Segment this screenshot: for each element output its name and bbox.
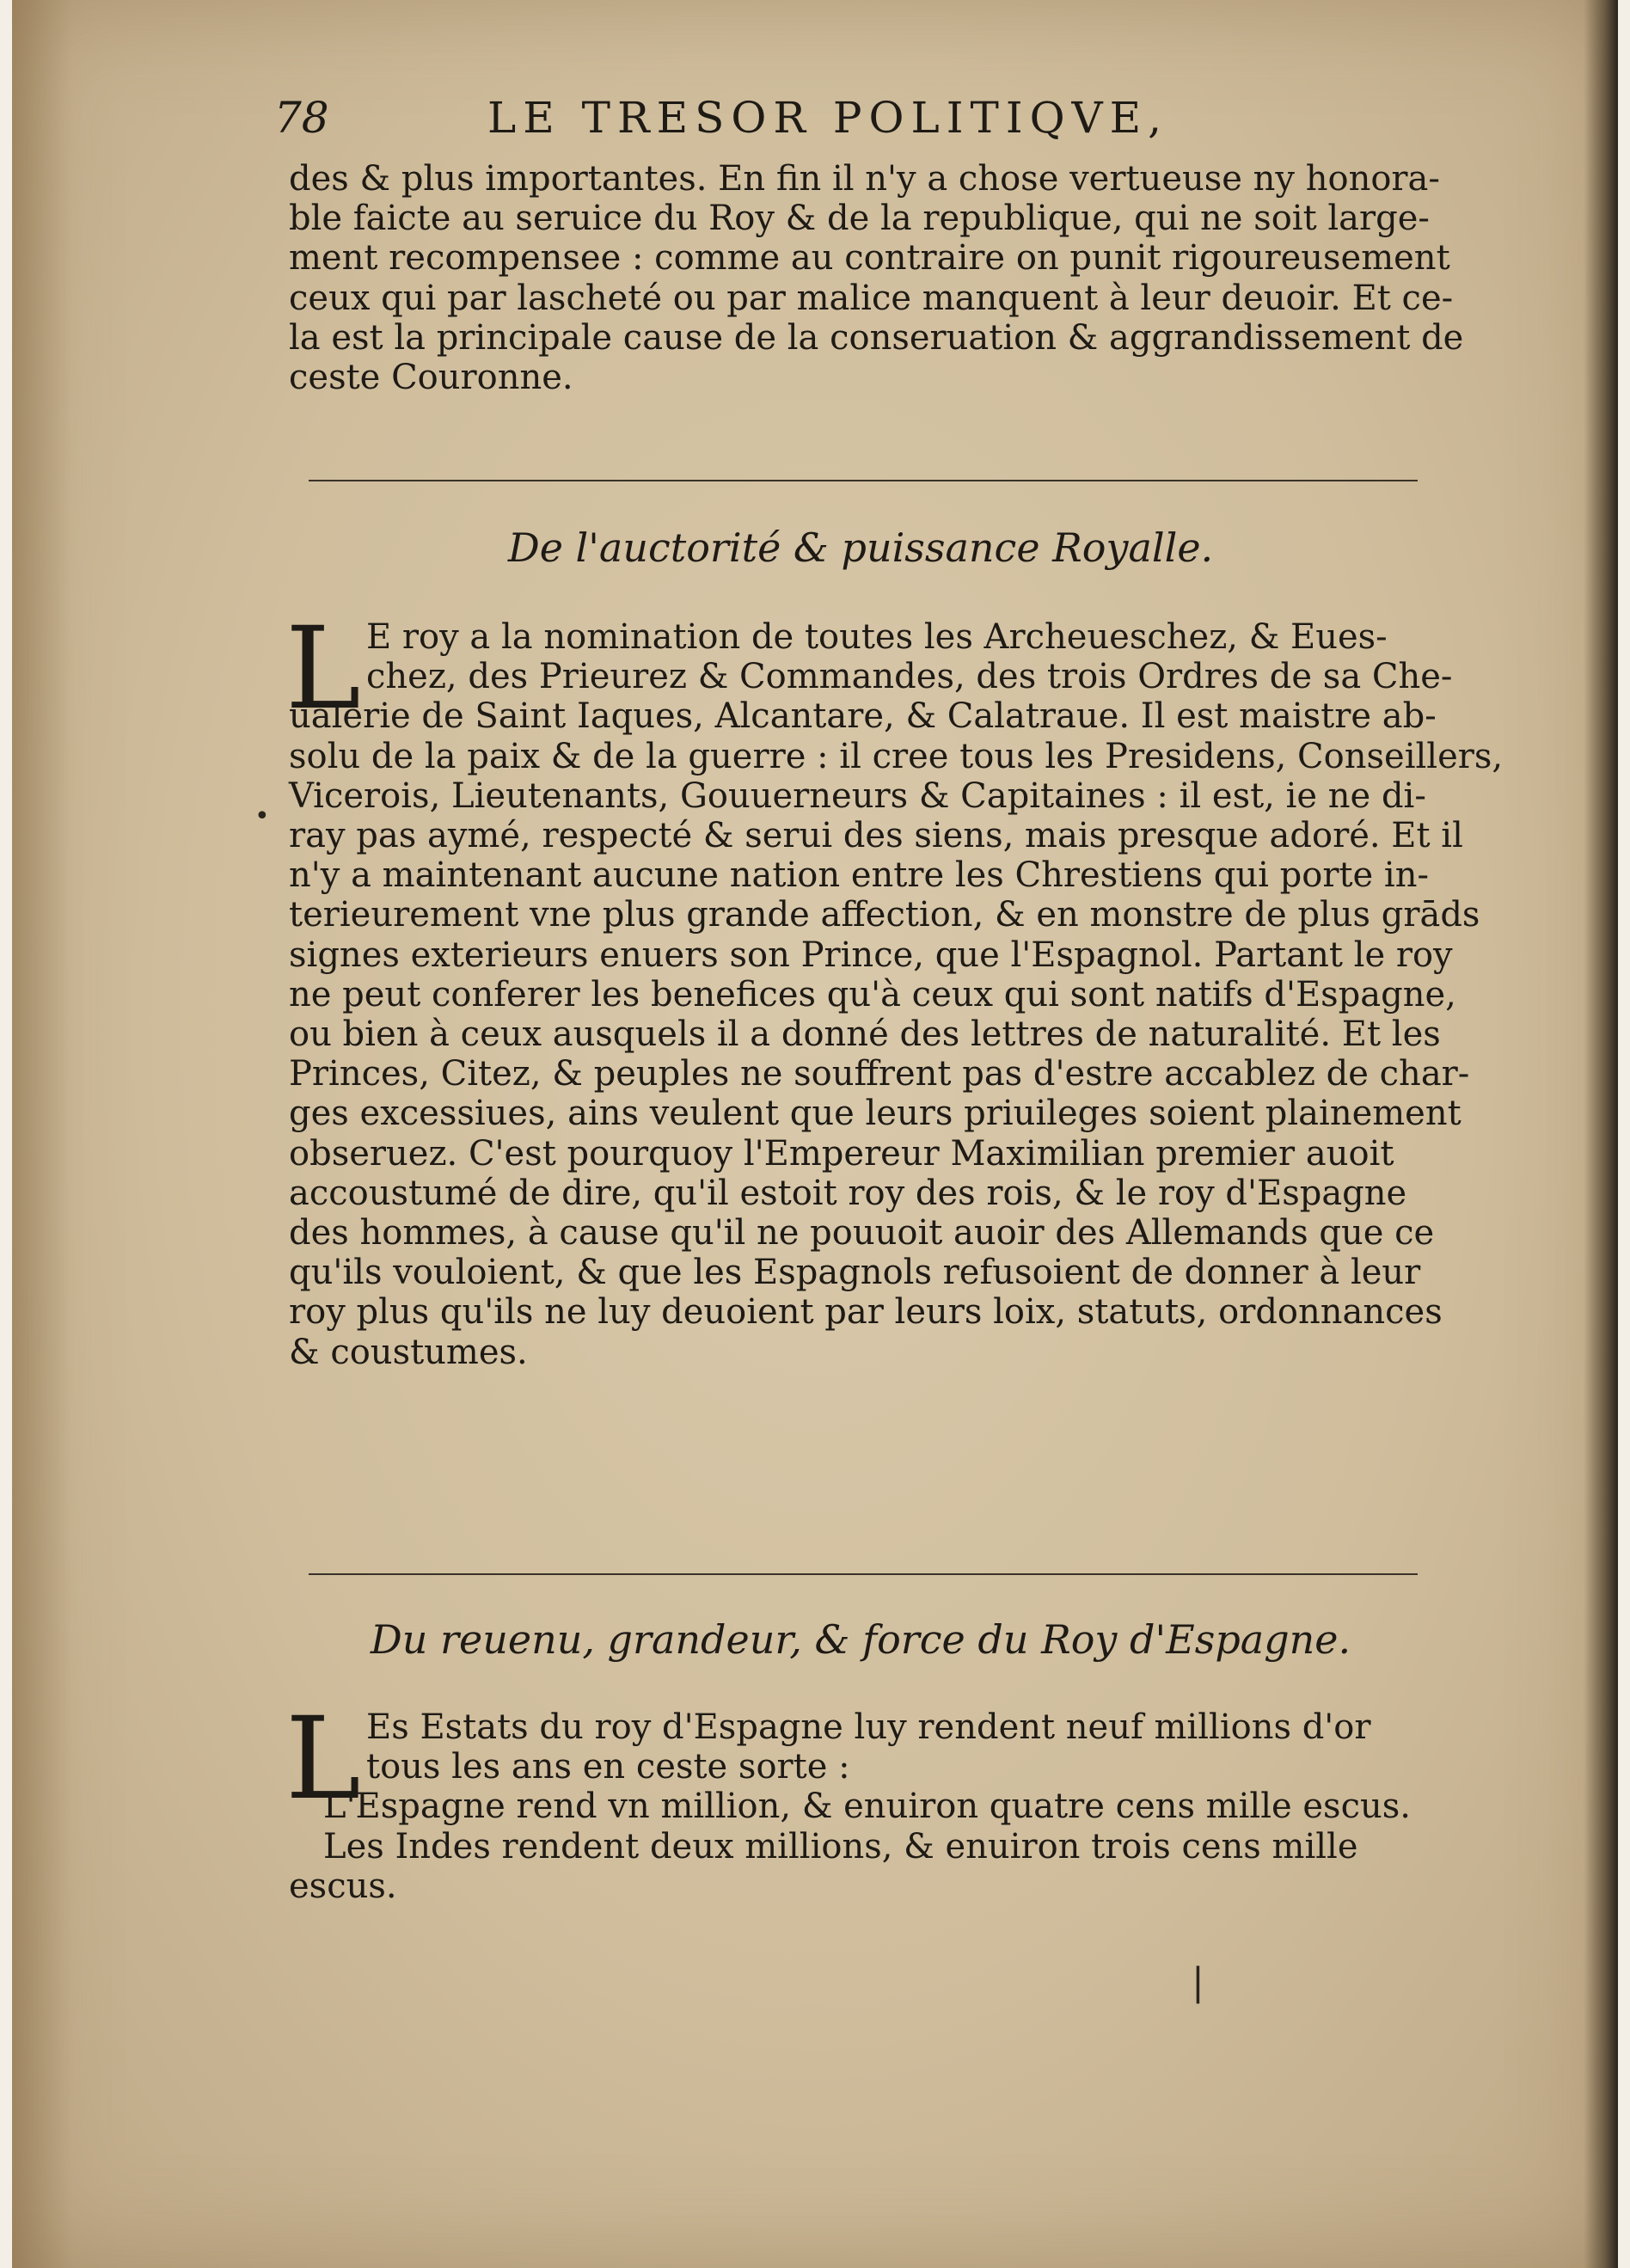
margin-mark: • <box>254 801 270 831</box>
text-line: des hommes, à cause qu'il ne pouuoit auoir des Allemands que ce <box>289 1213 1435 1254</box>
text-line: obseruez. C'est pourquoy l'Empereur Maximilian premier auoit <box>289 1133 1394 1174</box>
text-line: accoustumé de dire, qu'il estoit roy des rois, & le roy d'Espagne <box>289 1173 1407 1213</box>
drop-cap: L <box>285 603 361 735</box>
text-line: ou bien à ceux ausquels il a donné des lettres de naturalité. Et les <box>289 1014 1441 1055</box>
section-title: De l'auctorité & puissance Royalle. <box>507 524 1214 571</box>
page-shadow-left <box>12 0 72 2268</box>
text-line: L'Espagne rend vn million, & enuiron quatre cens mille escus. <box>323 1787 1411 1827</box>
text-line: Les Indes rendent deux millions, & enuiron trois cens mille <box>323 1826 1358 1867</box>
text-line: Es Estats du roy d'Espagne luy rendent neuf millions d'or <box>366 1707 1371 1747</box>
intro-paragraph <box>289 159 1464 398</box>
book-page <box>12 0 1618 2268</box>
text-line: des & plus importantes. En fin il n'y a chose vertueuse ny honora- <box>289 159 1440 199</box>
text-line: escus. <box>289 1866 397 1906</box>
text-line: n'y a maintenant aucune nation entre les Chrestiens qui porte in- <box>289 855 1429 896</box>
text-line: chez, des Prieurez & Commandes, des trois Ordres de sa Che- <box>366 657 1453 697</box>
text-line: ceux qui par lascheté ou par malice manquent à leur deuoir. Et ce- <box>289 278 1454 318</box>
page-number: 78 <box>274 93 329 143</box>
text-line: ble faicte au seruice du Roy & de la republique, qui ne soit large- <box>289 199 1430 239</box>
text-line: tous les ans en ceste sorte : <box>366 1747 850 1787</box>
text-line: Princes, Citez, & peuples ne souffrent pas d'estre accablez de char- <box>289 1054 1470 1094</box>
running-title: LE TRESOR POLITIQVE, <box>487 93 1169 143</box>
text-line: & coustumes. <box>289 1332 528 1372</box>
text-line: ualerie de Saint Iaques, Alcantare, & Calatraue. Il est maistre ab- <box>289 696 1437 737</box>
text-line: ges excessiues, ains veulent que leurs priuileges soient plainement <box>289 1094 1461 1134</box>
text-line: ne peut conferer les benefices qu'à ceux qui sont natifs d'Espagne, <box>289 974 1456 1014</box>
text-line: signes exterieurs enuers son Prince, que l'Espagnol. Partant le roy <box>289 935 1453 975</box>
section-paragraph <box>289 617 1504 1372</box>
section-divider <box>309 1573 1418 1575</box>
text-line: roy plus qu'ils ne luy deuoient par leurs loix, statuts, ordonnances <box>289 1292 1443 1333</box>
text-line: terieurement vne plus grande affection, & en monstre de plus grāds <box>289 895 1480 935</box>
drop-cap: L <box>285 1693 361 1825</box>
text-line: la est la principale cause de la conseruation & aggrandissement de <box>289 317 1464 358</box>
text-line: solu de la paix & de la guerre : il cree tous les Presidens, Conseillers, <box>289 736 1504 776</box>
page-header <box>274 93 1272 153</box>
text-line: ceste Couronne. <box>289 358 573 398</box>
text-line: ray pas aymé, respecté & serui des siens, mais presque adoré. Et il <box>289 816 1463 856</box>
text-line: qu'ils vouloient, & que les Espagnols refusoient de donner à leur <box>289 1253 1421 1293</box>
text-line: E roy a la nomination de toutes les Archeueschez, & Eues- <box>366 617 1388 657</box>
page-binding-right <box>1584 0 1618 2268</box>
text-line: Vicerois, Lieutenants, Gouuerneurs & Capitaines : il est, ie ne di- <box>289 775 1426 816</box>
section-paragraph <box>289 1707 1432 1906</box>
margin-mark: | <box>1192 1960 1204 2004</box>
section-divider <box>309 480 1418 481</box>
section-title: Du reuenu, grandeur, & force du Roy d'Espagne. <box>370 1616 1351 1663</box>
text-line: ment recompensee : comme au contraire on punit rigoureusement <box>289 238 1450 279</box>
